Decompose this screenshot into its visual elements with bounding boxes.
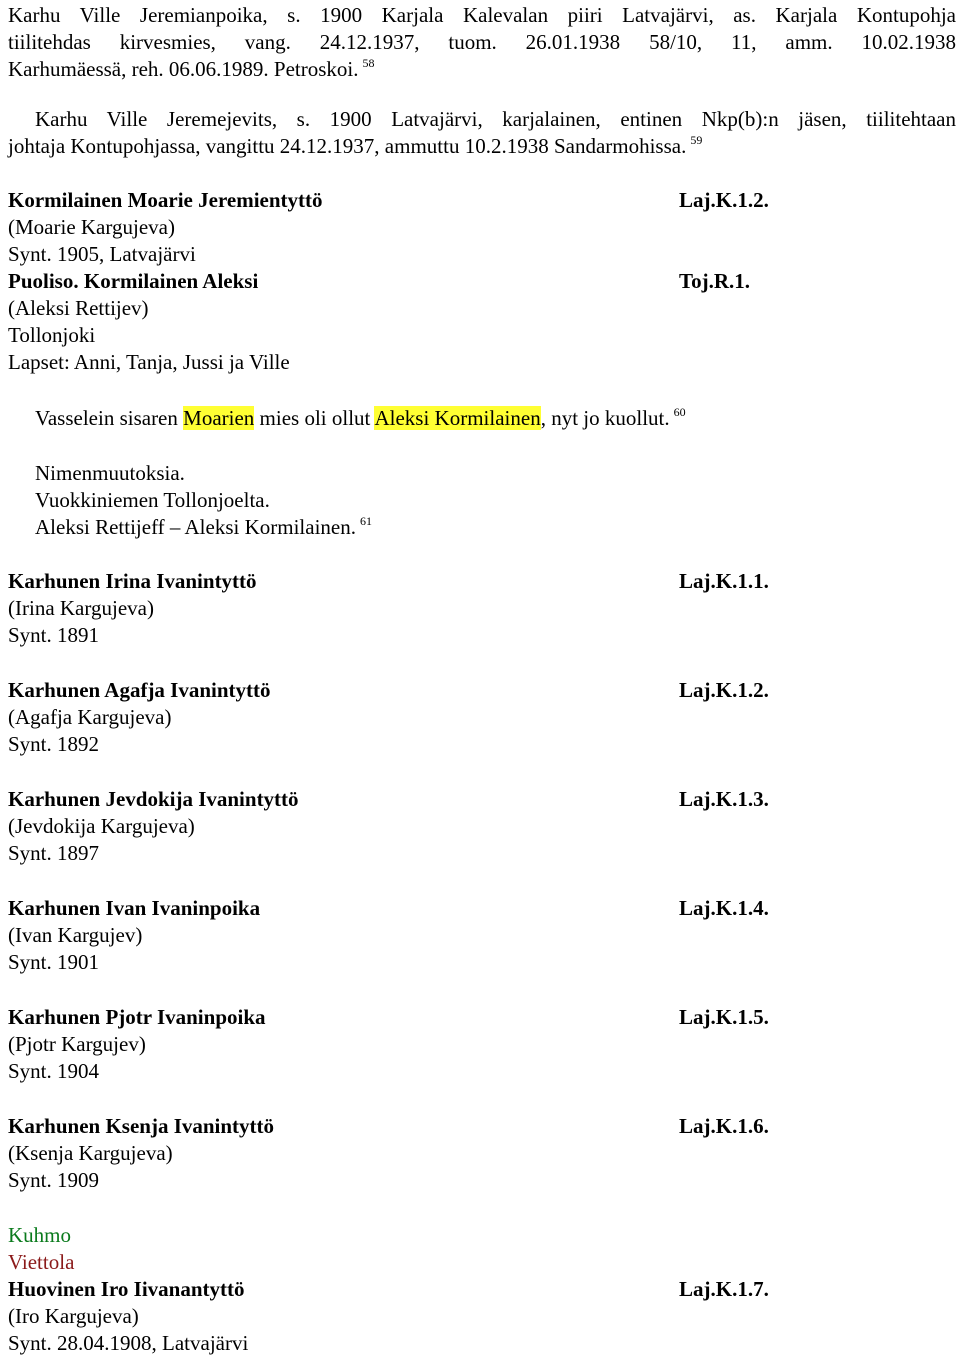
note-mid: mies oli ollut [254, 406, 375, 430]
spouse-label: Puoliso. [8, 269, 79, 293]
person-alias: (Ivan Kargujev) [8, 923, 143, 947]
person-code: Laj.K.1.2. [679, 188, 769, 212]
person-born: Synt. 1905, Latvajärvi [8, 242, 196, 266]
person-born: Synt. 1891 [8, 623, 100, 647]
person-born: Synt. 28.04.1908, Latvajärvi [8, 1331, 249, 1355]
person-alias: (Jevdokija Kargujeva) [8, 814, 195, 838]
place-heading-viettola: Viettola [8, 1250, 75, 1274]
person-born: Synt. 1892 [8, 732, 100, 756]
highlight-aleksi: Aleksi Kormilainen [374, 406, 541, 430]
person-born: Synt. 1904 [8, 1059, 100, 1083]
person-code: Laj.K.1.1. [679, 569, 769, 593]
spouse-line [8, 268, 956, 295]
spouse-name: Kormilainen Aleksi [78, 269, 259, 293]
person-entry-huovinen [8, 1222, 956, 1357]
person-born: Synt. 1909 [8, 1168, 100, 1192]
footnote-60: 60 [673, 405, 686, 419]
person-entry [8, 1004, 956, 1085]
person-entry-kormilainen [8, 187, 956, 376]
intro-line-1: Karhu Ville Jeremianpoika, s. 1900 Karjala Kalevalan piiri Latvajärvi, as. Karjala Kontupohja [8, 3, 956, 27]
person-entry [8, 895, 956, 976]
person-born: Synt. 1901 [8, 950, 100, 974]
name-changes-title: Nimenmuutoksia. [35, 461, 185, 485]
person-name: Karhunen Irina Ivanintyttö [8, 569, 257, 593]
person-born: Synt. 1897 [8, 841, 100, 865]
name-changes-detail: Aleksi Rettijeff – Aleksi Kormilainen. $^{61}$ [35, 514, 372, 539]
person-name: Kormilainen Moarie Jeremientyttö [8, 188, 323, 212]
intro-line-3-wrap [8, 56, 956, 86]
person-code: Laj.K.1.7. [679, 1277, 769, 1301]
highlight-moarien: Moarien [183, 406, 255, 430]
note-post: , nyt jo kuollut. [540, 406, 670, 430]
intro-line-3: Karhumäessä, reh. 06.06.1989. Petroskoi. [8, 57, 359, 81]
children-line: Lapset: Anni, Tanja, Jussi ja Ville [8, 350, 290, 374]
person-alias: (Iro Kargujeva) [8, 1304, 139, 1328]
person-name: Karhunen Agafja Ivanintyttö [8, 678, 271, 702]
person-entry [8, 1113, 956, 1194]
note-pre: Vasselein sisaren [35, 406, 184, 430]
person-entry [8, 677, 956, 758]
person-name: Karhunen Pjotr Ivaninpoika [8, 1005, 266, 1029]
person-name: Karhunen Ivan Ivaninpoika [8, 896, 261, 920]
note-line [35, 405, 956, 435]
place-heading-kuhmo: Kuhmo [8, 1223, 71, 1247]
footnote-61: 61 [359, 514, 372, 528]
person-name: Karhunen Jevdokija Ivanintyttö [8, 787, 299, 811]
intro-paragraph [8, 2, 956, 56]
person-alias: (Ksenja Kargujeva) [8, 1141, 173, 1165]
spouse-alias: (Aleksi Rettijev) [8, 296, 149, 320]
spouse-code: Toj.R.1. [679, 269, 750, 293]
person-alias: (Pjotr Kargujev) [8, 1032, 146, 1056]
person-code: Laj.K.1.6. [679, 1114, 769, 1138]
footnote-58: 58 [362, 56, 375, 70]
memorial-paragraph [35, 106, 956, 133]
intro-line-2: tiilitehdas kirvesmies, vang. 24.12.1937, tuom. 26.01.1938 58/10, 11, amm. 10.02.1938 [8, 30, 956, 54]
person-code: Laj.K.1.3. [679, 787, 769, 811]
memorial-line-2: johtaja Kontupohjassa, vangittu 24.12.1937, ammuttu 10.2.1938 Sandarmohissa. [8, 134, 687, 158]
person-entry [8, 786, 956, 867]
person-alias: (Irina Kargujeva) [8, 596, 154, 620]
person-alias: (Moarie Kargujeva) [8, 215, 175, 239]
person-code: Laj.K.1.2. [679, 678, 769, 702]
name-changes [35, 460, 956, 541]
person-name: Karhunen Ksenja Ivanintyttö [8, 1114, 275, 1138]
memorial-line-1: Karhu Ville Jeremejevits, s. 1900 Latvajärvi, karjalainen, entinen Nkp(b):n jäsen, tiilitehtaan [35, 107, 956, 131]
name-changes-origin: Vuokkiniemen Tollonjoelta. [35, 488, 270, 512]
person-alias: (Agafja Kargujeva) [8, 705, 172, 729]
spouse-place: Tollonjoki [8, 323, 96, 347]
footnote-59: 59 [690, 133, 703, 147]
person-entry [8, 568, 956, 649]
memorial-line-2-wrap [8, 133, 956, 163]
person-code: Laj.K.1.5. [679, 1005, 769, 1029]
person-code: Laj.K.1.4. [679, 896, 769, 920]
person-name: Huovinen Iro Iivanantyttö [8, 1277, 245, 1301]
